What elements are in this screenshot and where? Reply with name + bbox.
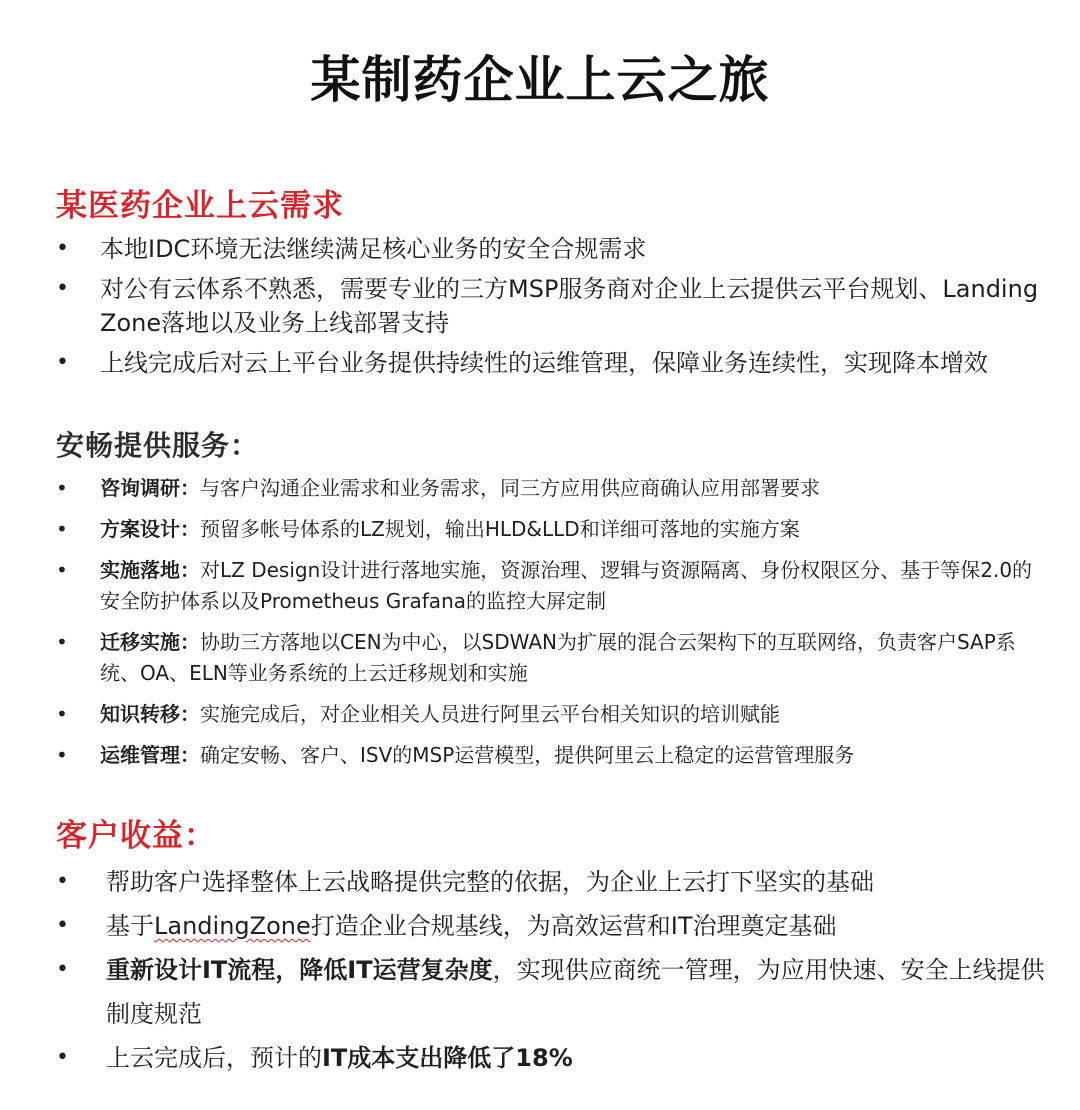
service-label: 迁移实施： (100, 630, 200, 654)
service-text: 协助三方落地以CEN为中心，以SDWAN为扩展的混合云架构下的互联网络，负责客户SAP系统、OA、ELN等业务系统的上云迁移规划和实施 (100, 630, 1016, 685)
service-label: 方案设计： (100, 517, 200, 541)
bullet-icon: • (56, 236, 69, 261)
service-text: 实施完成后，对企业相关人员进行阿里云平台相关知识的培训赋能 (200, 702, 780, 726)
bullet-icon: • (56, 558, 68, 582)
list-item (56, 740, 1046, 771)
benefit-text: 帮助客户选择整体上云战略提供完整的依据，为企业上云打下坚实的基础 (106, 868, 874, 896)
service-label: 实施落地： (100, 558, 200, 582)
services-list (56, 473, 1046, 781)
list-item (56, 346, 1046, 380)
benefits-list (56, 860, 1046, 1080)
bullet-icon: • (56, 276, 69, 301)
list-item (56, 473, 1046, 504)
requirements-list (56, 232, 1046, 386)
page-title: 某制药企业上云之旅 (310, 51, 770, 109)
list-item (56, 948, 1046, 1036)
spellcheck-underlined-term: LandingZone (154, 912, 311, 940)
service-label: 咨询调研： (100, 476, 200, 500)
list-item (56, 1036, 1046, 1080)
bullet-icon: • (56, 702, 68, 726)
bullet-icon: • (56, 476, 68, 500)
services-heading: 安畅提供服务： (56, 429, 260, 462)
service-text: 预留多帐号体系的LZ规划，输出HLD&LLD和详细可落地的实施方案 (200, 517, 800, 541)
requirements-heading: 某医药企业上云需求 (56, 188, 344, 224)
benefit-bold-text: 重新设计IT流程，降低IT运营复杂度 (106, 956, 493, 984)
service-label: 运维管理： (100, 743, 200, 767)
list-item (56, 272, 1046, 340)
service-label: 知识转移： (100, 702, 200, 726)
benefits-heading: 客户收益： (56, 818, 216, 854)
list-item (56, 514, 1046, 545)
requirement-text: 对公有云体系不熟悉，需要专业的三方MSP服务商对企业上云提供云平台规划、Landing Zone落地以及业务上线部署支持 (100, 275, 1039, 337)
list-item (56, 904, 1046, 948)
list-item (56, 860, 1046, 904)
bullet-icon: • (56, 630, 68, 654)
bullet-icon: • (56, 957, 69, 982)
bullet-icon: • (56, 913, 69, 938)
requirement-text: 本地IDC环境无法继续满足核心业务的安全合规需求 (100, 235, 647, 263)
bullet-icon: • (56, 517, 68, 541)
bullet-icon: • (56, 1045, 69, 1070)
benefit-text: 上云完成后，预计的 (106, 1044, 322, 1072)
bullet-icon: • (56, 869, 69, 894)
service-text: 与客户沟通企业需求和业务需求，同三方应用供应商确认应用部署要求 (200, 476, 820, 500)
benefit-text: 基于 (106, 912, 154, 940)
list-item (56, 555, 1046, 617)
list-item (56, 232, 1046, 266)
benefit-text: ，实现供应商统一管理，为应用快速、安全上线提供制度规范 (106, 956, 1045, 1028)
service-text: 对LZ Design设计进行落地实施，资源治理、逻辑与资源隔离、身份权限区分、基于等保2.0的安全防护体系以及Prometheus Grafana的监控大屏定制 (100, 558, 1033, 613)
benefit-bold-text: IT成本支出降低了18% (322, 1044, 573, 1072)
bullet-icon: • (56, 350, 69, 375)
requirement-text: 上线完成后对云上平台业务提供持续性的运维管理，保障业务连续性，实现降本增效 (100, 349, 988, 377)
benefit-text: 打造企业合规基线，为高效运营和IT治理奠定基础 (310, 912, 837, 940)
service-text: 确定安畅、客户、ISV的MSP运营模型，提供阿里云上稳定的运营管理服务 (200, 743, 855, 767)
list-item (56, 699, 1046, 730)
list-item (56, 627, 1046, 689)
bullet-icon: • (56, 743, 68, 767)
